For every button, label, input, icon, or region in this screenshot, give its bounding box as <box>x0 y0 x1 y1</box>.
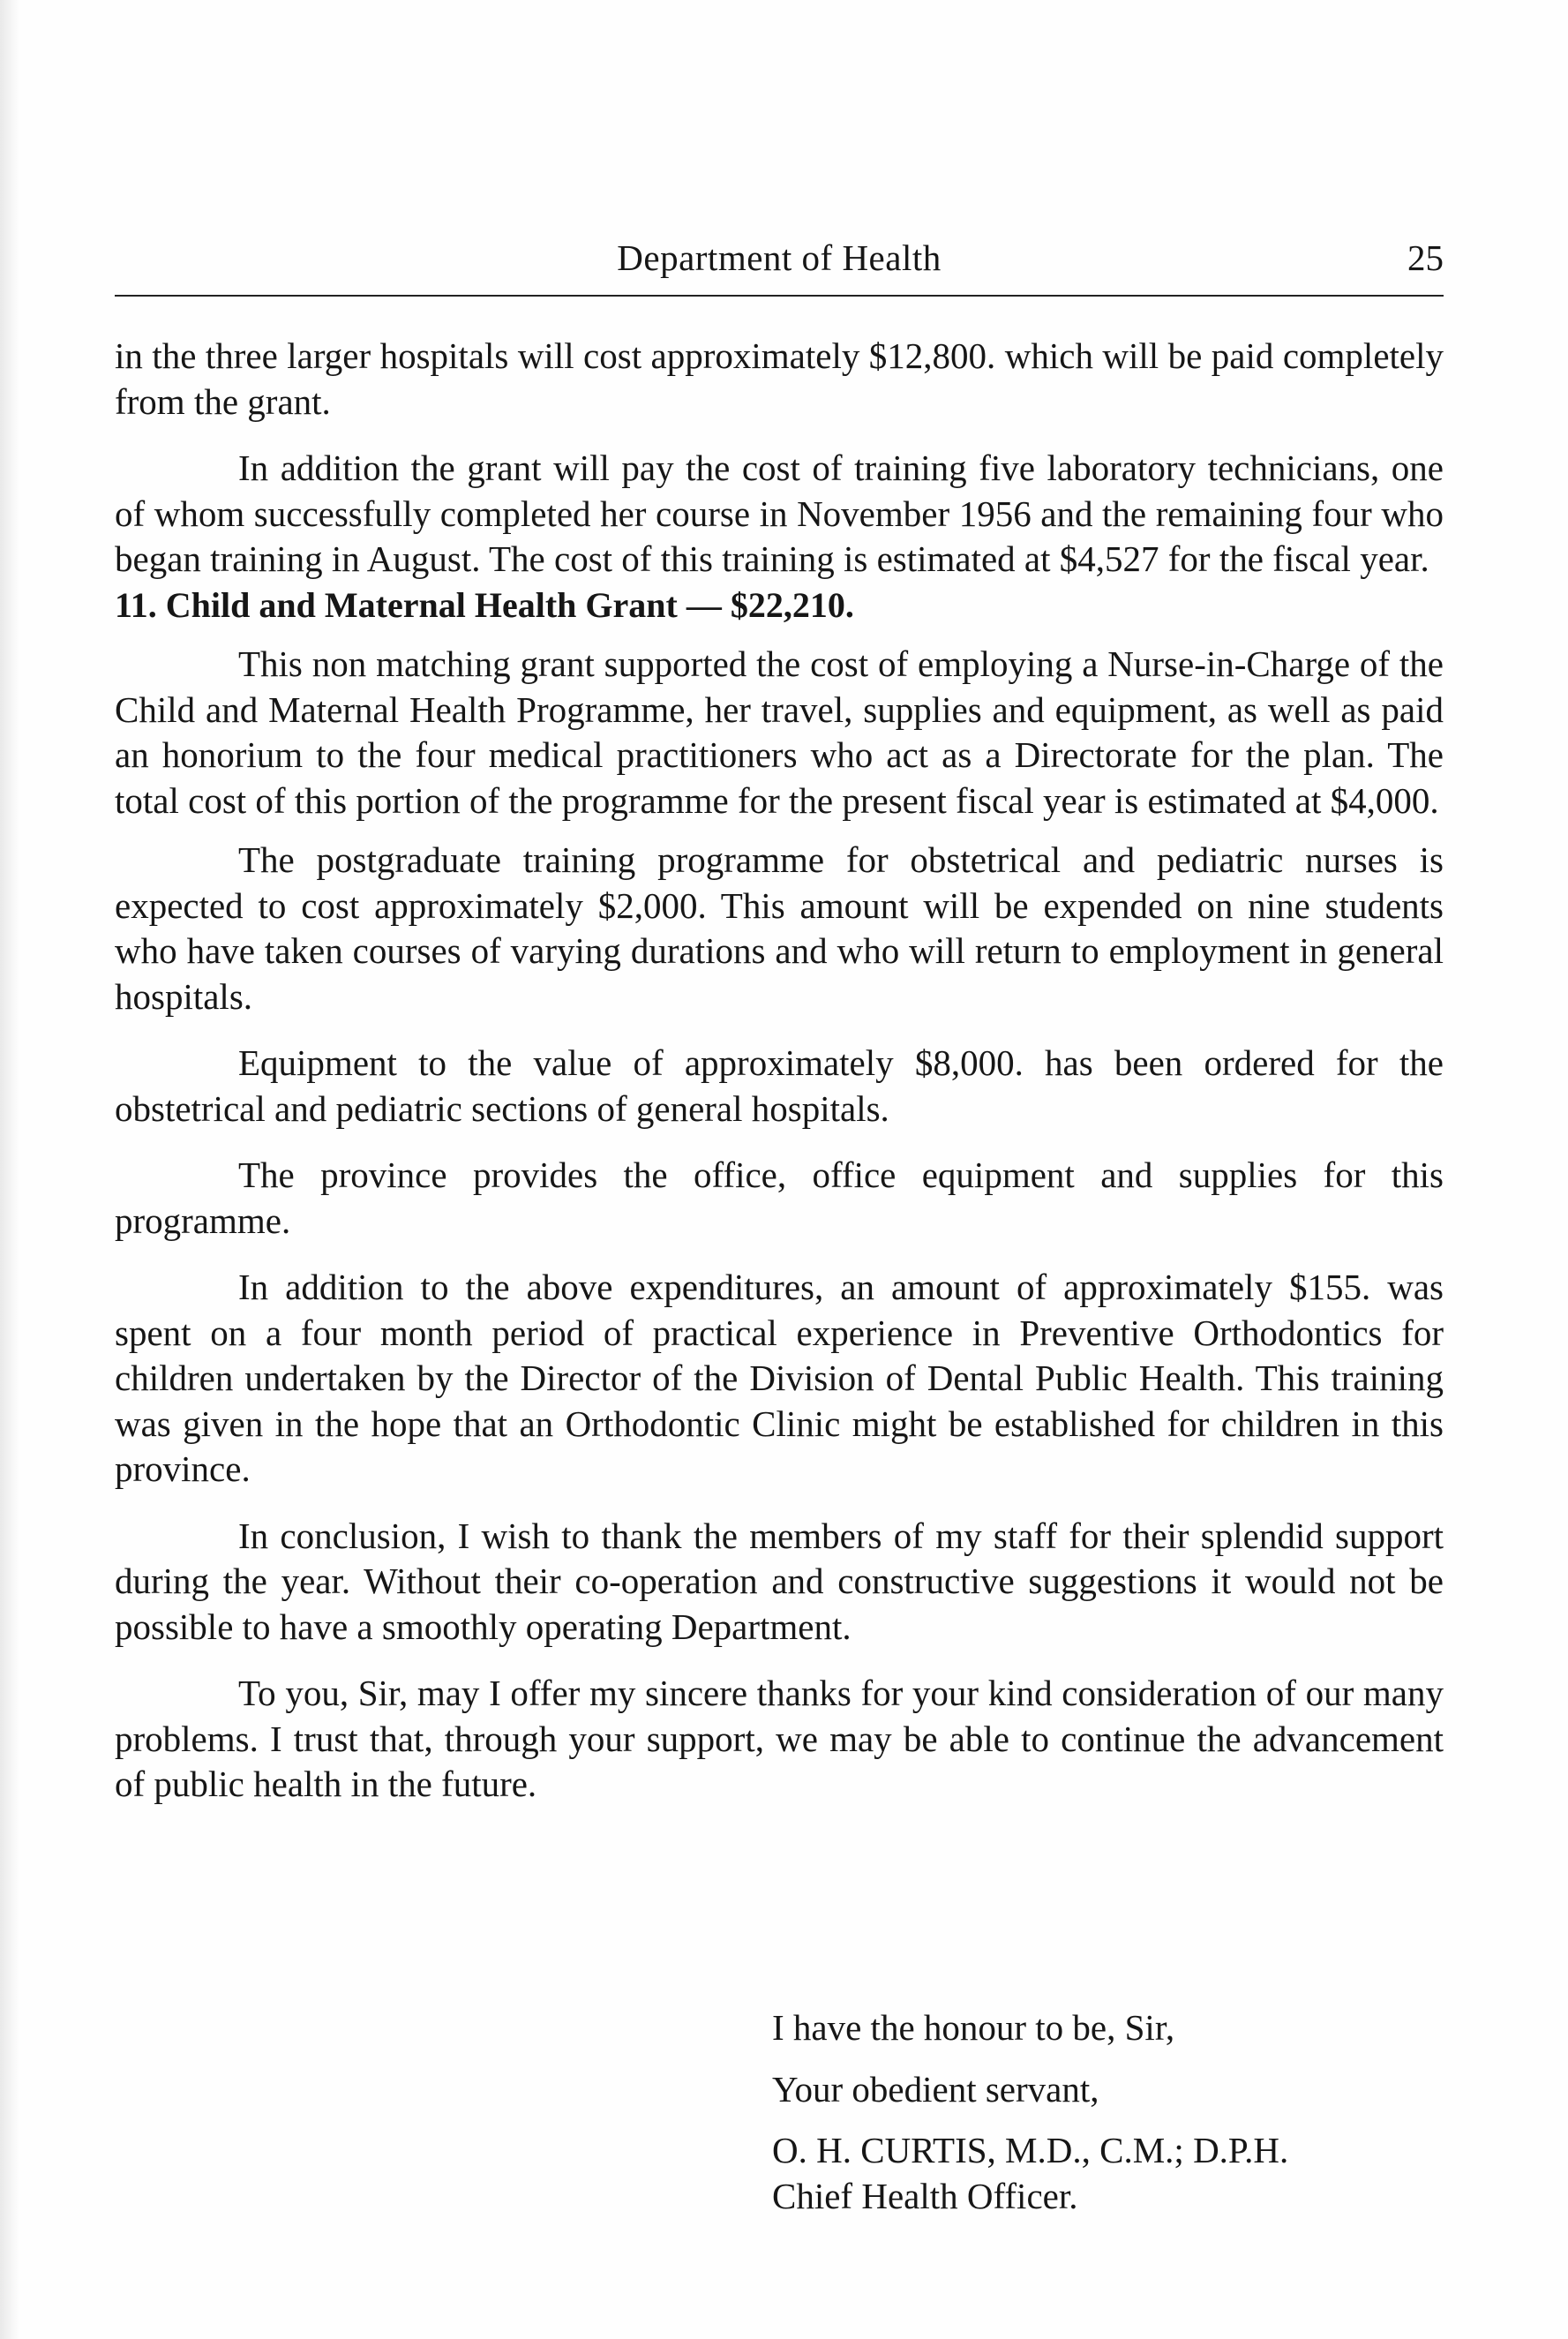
page-number: 25 <box>1407 237 1444 278</box>
closing-line-honour: I have the honour to be, Sir, <box>772 2007 1175 2048</box>
page-header <box>115 237 1444 288</box>
paragraph-equipment: Equipment to the value of approximately $8,000. has been ordered for the obstetrical and pediatric sections of general hospitals. <box>115 1042 1444 1129</box>
paragraph-thanks: To you, Sir, may I offer my sincere thanks for your kind consideration of our many problems. I trust that, through your support, we may be able to continue the advancement of public health in the future. <box>115 1673 1444 1804</box>
signature-name: O. H. CURTIS, M.D., C.M.; D.P.H. <box>772 2130 1289 2170</box>
paragraph-postgraduate-training: The postgraduate training programme for obstetrical and pediatric nurses is expected to cost approximately $2,000. This amount will be expended on nine students who have taken courses of varying durations and who will return to employment in general hospitals. <box>115 839 1444 1017</box>
closing-line-servant: Your obedient servant, <box>772 2068 1099 2110</box>
paragraph-continued: in the three larger hospitals will cost approximately $12,800. which will be paid completely from the grant. <box>115 335 1444 422</box>
page-edge-shadow <box>0 0 19 2339</box>
running-title: Department of Health <box>617 237 942 278</box>
paragraph-province-provides: The province provides the office, office equipment and supplies for this programme. <box>115 1154 1444 1241</box>
paragraph-orthodontics: In addition to the above expenditures, an amount of approximately $155. was spent on a four month period of practical experience in Preventive Orthodontics for children undertaken by the Director of the Division of Dental Public Health. This training was given in the hope that an Orthodontic Clinic might be established for children in this province. <box>115 1267 1444 1489</box>
paragraph-conclusion: In conclusion, I wish to thank the members of my staff for their splendid support during the year. Without their co-operation and constructive suggestions it would not be possible to have a smoothly operating Department. <box>115 1515 1444 1647</box>
paragraph-nurse-in-charge: This non matching grant supported the cost of employing a Nurse-in-Charge of the Child and Maternal Health Programme, her travel, supplies and equipment, as well as paid an honorium to the four medical practitioners who act as a Directorate for the plan. The total cost of this portion of the programme for the present fiscal year is estimated at $4,000. <box>115 643 1444 821</box>
section-heading: 11. Child and Maternal Health Grant — $22,210. <box>115 584 854 625</box>
signature-title: Chief Health Officer. <box>772 2175 1078 2216</box>
header-rule <box>115 295 1444 297</box>
body-text <box>115 334 1444 1808</box>
paragraph-lab-technicians: In addition the grant will pay the cost of training five laboratory technicians, one of whom successfully completed her course in November 1956 and the remaining four who began training in August. The cost of this training is estimated at $4,527 for the fiscal year. <box>115 447 1444 579</box>
letter-closing <box>772 2005 1443 2219</box>
